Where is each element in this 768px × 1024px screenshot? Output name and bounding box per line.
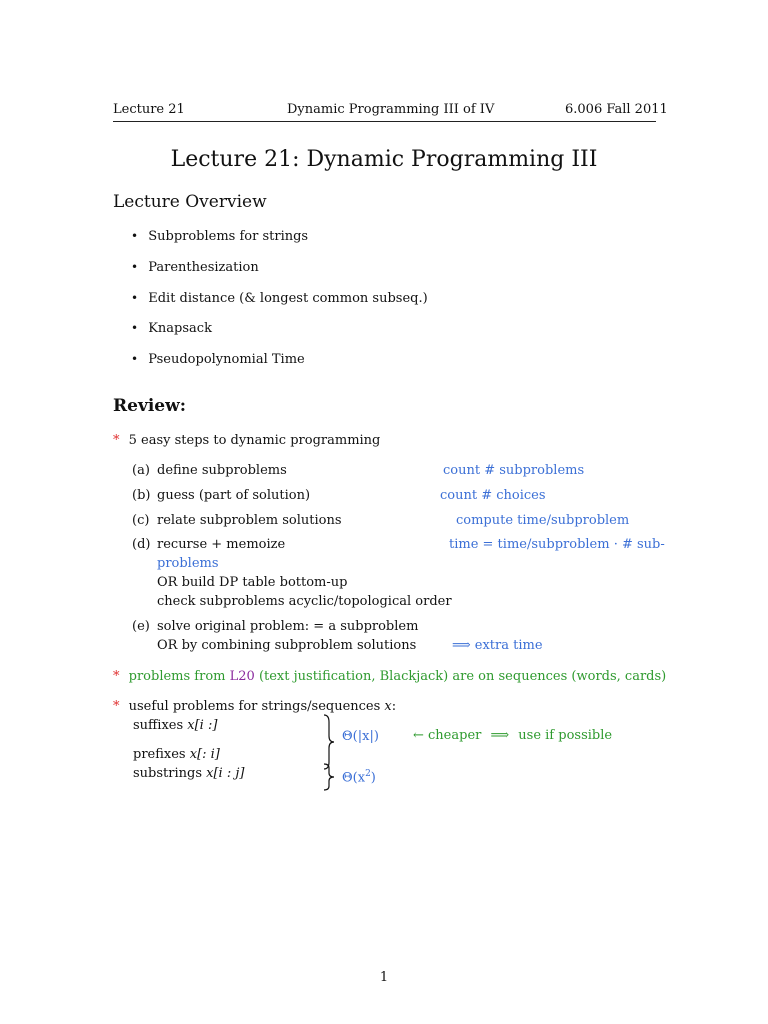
review-intro-text: 5 easy steps to dynamic programming <box>128 433 381 448</box>
star-marker: * <box>113 433 120 448</box>
right-brace-icon <box>322 714 336 770</box>
overview-item-label: Knapsack <box>148 321 212 336</box>
implies-arrow-icon: ⟹ <box>490 728 510 743</box>
step-extra: OR build DP table bottom-up <box>157 575 348 590</box>
overview-item <box>131 291 428 306</box>
overview-item-label: Pseudopolynomial Time <box>148 352 305 367</box>
overview-item <box>131 229 308 244</box>
star-marker: * <box>113 699 120 714</box>
strings-intro-end: : <box>391 699 397 714</box>
bullet-icon: • <box>131 229 139 243</box>
page-title: Lecture 21: Dynamic Programming III <box>170 147 598 172</box>
step-text: define subproblems <box>157 463 287 478</box>
strings-intro-text: useful problems for strings/sequences <box>128 699 385 714</box>
step-label: (a) <box>132 463 150 478</box>
right-brace-icon <box>322 763 336 791</box>
step-note: time = time/subproblem · # sub- <box>449 537 665 552</box>
step-label: (c) <box>132 513 150 528</box>
review-heading: Review: <box>113 396 187 416</box>
overview-item-label: Parenthesization <box>148 260 259 275</box>
suffixes-row <box>133 718 217 733</box>
strings-intro-var: x <box>384 699 392 714</box>
cheaper-label: ← cheaper <box>413 728 482 743</box>
step-text: recurse + memoize <box>157 537 286 552</box>
suffixes-expr: x[i :] <box>187 718 218 733</box>
step-text: guess (part of solution) <box>157 488 311 503</box>
substrings-row <box>133 766 244 781</box>
overview-item-label: Edit distance (& longest common subseq.) <box>148 291 428 306</box>
bullet-icon: • <box>131 291 139 305</box>
header-rule <box>113 121 656 122</box>
theta-quadratic-base: Θ(x <box>342 770 366 786</box>
step-label: (e) <box>132 619 150 634</box>
theta-quadratic <box>342 769 376 785</box>
step-note: ⟹ extra time <box>452 638 543 653</box>
overview-item <box>131 321 212 336</box>
header-course-term: 6.006 Fall 2011 <box>565 102 668 117</box>
prefixes-row <box>133 747 220 762</box>
prefixes-label: prefixes <box>133 747 190 762</box>
lecture-ref-link[interactable]: L20 <box>229 669 255 684</box>
prefixes-expr: x[: i] <box>189 747 220 762</box>
step-label: (b) <box>132 488 151 503</box>
theta-quadratic-end: ) <box>370 770 376 786</box>
page-number: 1 <box>379 970 389 985</box>
use-if-possible-label: use if possible <box>518 728 613 743</box>
step-extra: check subproblems acyclic/topological order <box>157 594 452 609</box>
overview-item <box>131 352 305 367</box>
bullet-icon: • <box>131 260 139 274</box>
sequences-note <box>113 669 666 684</box>
theta-quadratic-exponent: 2 <box>365 769 371 779</box>
review-intro <box>113 433 380 448</box>
suffixes-label: suffixes <box>133 718 188 733</box>
step-text: relate subproblem solutions <box>157 513 342 528</box>
bullet-icon: • <box>131 352 139 366</box>
step-extra: OR by combining subproblem solutions <box>157 638 417 653</box>
sequences-note-part1: problems from <box>128 669 230 684</box>
substrings-expr: x[i : j] <box>206 766 245 781</box>
step-text: solve original problem: = a subproblem <box>157 619 419 634</box>
strings-intro <box>113 699 396 714</box>
header-course-topic: Dynamic Programming III of IV <box>287 102 495 117</box>
step-note: count # subproblems <box>443 463 585 478</box>
star-marker: * <box>113 669 120 684</box>
header-lecture-number: Lecture 21 <box>113 102 185 117</box>
bullet-icon: • <box>131 321 139 335</box>
overview-item <box>131 260 259 275</box>
overview-item-label: Subproblems for strings <box>148 229 309 244</box>
sequences-note-part2: (text justification, Blackjack) are on sequences (words, cards) <box>254 669 667 684</box>
overview-heading: Lecture Overview <box>113 192 267 212</box>
cheaper-note <box>413 728 612 743</box>
theta-linear: Θ(|x|) <box>342 729 379 744</box>
step-label: (d) <box>132 537 151 552</box>
step-note: count # choices <box>440 488 546 503</box>
substrings-label: substrings <box>133 766 207 781</box>
step-note: compute time/subproblem <box>456 513 630 528</box>
step-note-continuation: problems <box>157 556 219 571</box>
